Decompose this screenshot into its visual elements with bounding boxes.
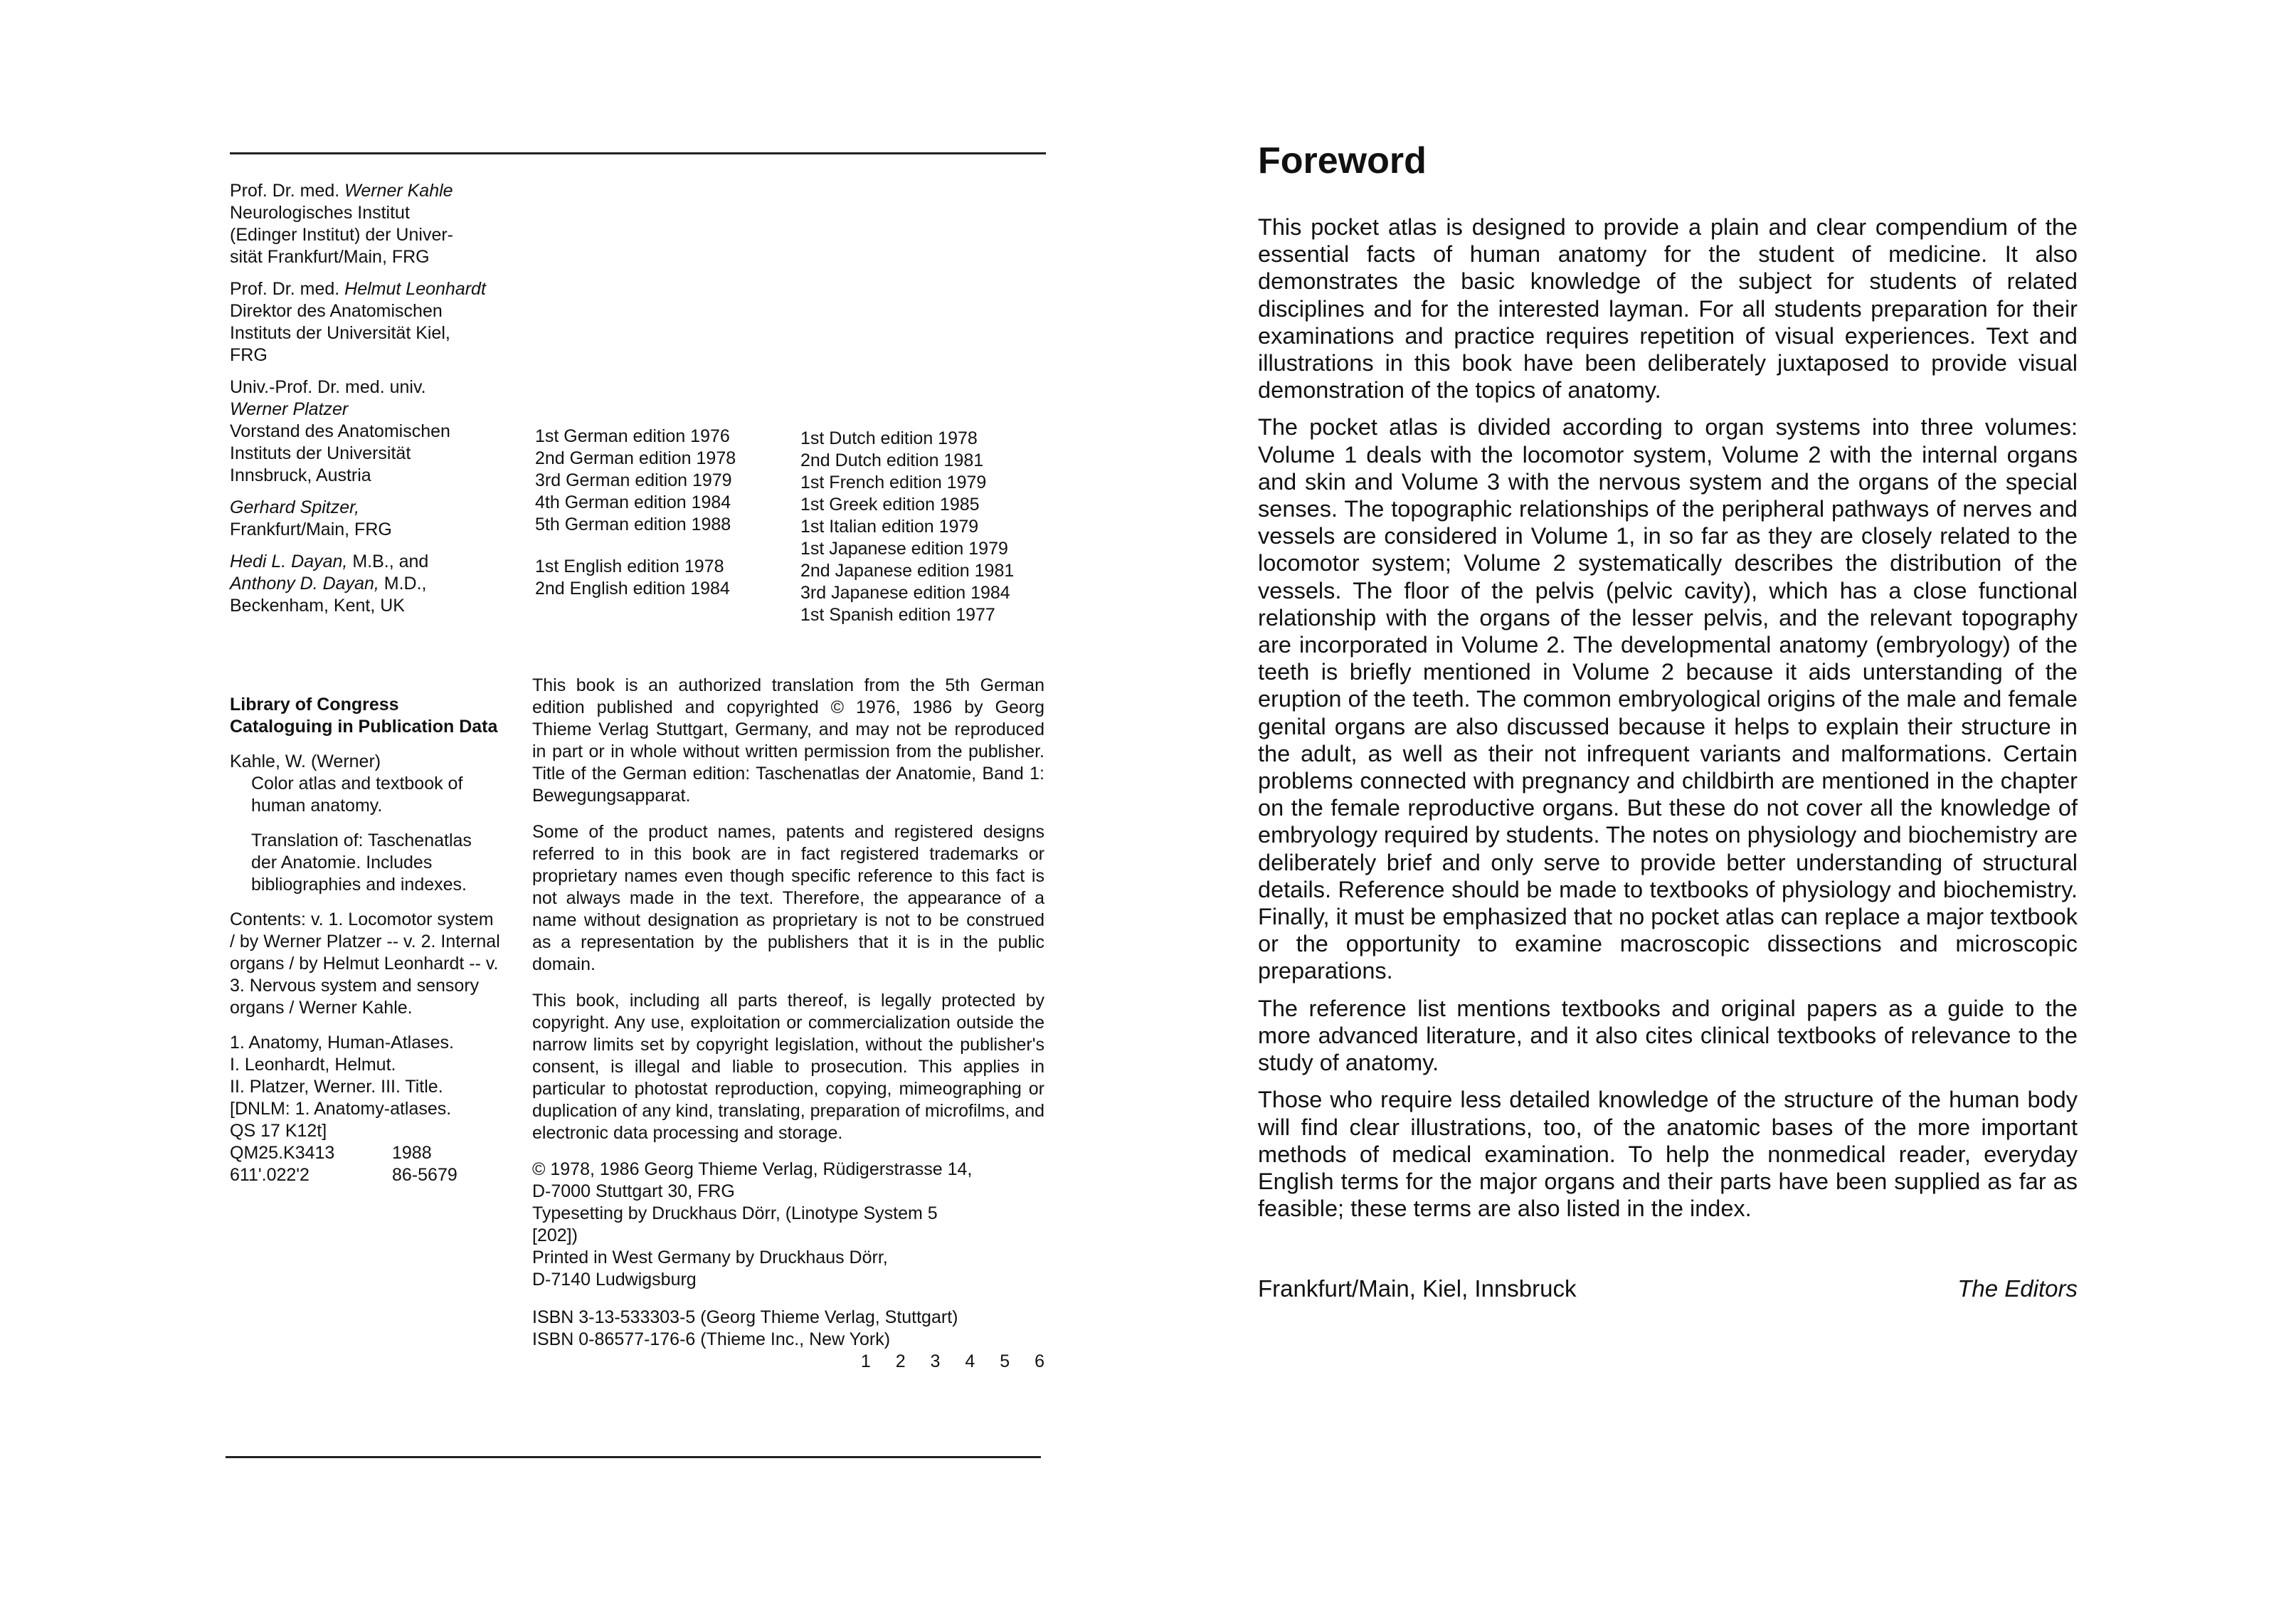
- credit-dayan: Hedi L. Dayan, M.B., and Anthony D. Dayan, M.D., Beckenham, Kent, UK: [230, 552, 429, 616]
- author-credits: [230, 180, 500, 627]
- signoff-place: Frankfurt/Main, Kiel, Innsbruck: [1258, 1275, 1577, 1302]
- page-title: Foreword: [1258, 140, 1427, 181]
- cip-heading: Library of Congress Cataloguing in Publication Data: [230, 695, 498, 737]
- cip-author: Kahle, W. (Werner): [230, 752, 381, 771]
- cip-lccn: 86-5679: [392, 1165, 457, 1185]
- edition-line: 1st Greek edition 1985: [800, 495, 980, 515]
- edition-line: 2nd Japanese edition 1981: [800, 561, 1015, 581]
- credit-spitzer: Gerhard Spitzer, Frankfurt/Main, FRG: [230, 497, 392, 539]
- cip-call-number-row: [230, 1142, 500, 1164]
- foreword-paragraph: The reference list mentions textbooks and original papers as a guide to the more advanced literature, and it also cites clinical textbooks of relevance to the study of anatomy.: [1258, 995, 2078, 1076]
- cip-contents: Contents: v. 1. Locomotor system / by Werner Platzer -- v. 2. Internal organs / by Helmut Leonhardt -- v. 3. Nervous system and sensory organs / Werner Kahle.: [230, 909, 500, 1018]
- print-numbers: 1 2 3 4 5 6: [860, 1351, 1054, 1371]
- legal-notices: [532, 675, 1054, 1373]
- editions-list-primary: [535, 426, 736, 600]
- edition-line: 1st French edition 1979: [800, 473, 987, 492]
- foreword-paragraph: This pocket atlas is designed to provide a plain and clear compendium of the essential facts of human anatomy for the student of medicine. It also demonstrates the basic knowledge of the subject for students of related disciplines and for the interested layman. For all students preparation for their examinations and practice requires repetition of visual experiences. Text and illustrations in this book have been deliberately juxtaposed to provide visual demonstration of the topics of anatomy.: [1258, 214, 2078, 404]
- foreword-signoff: [1258, 1275, 2078, 1302]
- edition-line: 4th German edition 1984: [535, 492, 731, 512]
- signoff-editors: The Editors: [1957, 1275, 2078, 1302]
- edition-spacer: [535, 536, 736, 556]
- cip-title: Color atlas and textbook of human anatomy.: [251, 774, 463, 816]
- cip-dewey: 611'.022'2: [230, 1165, 310, 1185]
- edition-line: 1st Italian edition 1979: [800, 517, 979, 537]
- edition-line: 1st Dutch edition 1978: [800, 428, 978, 448]
- edition-line: 3rd Japanese edition 1984: [800, 583, 1010, 603]
- edition-line: 2nd German edition 1978: [535, 448, 736, 468]
- credit-kahle: Prof. Dr. med. Werner Kahle Neurologisches Institut (Edinger Institut) der Univer- sität Frankfurt/Main, FRG: [230, 181, 454, 267]
- edition-line: 3rd German edition 1979: [535, 470, 732, 490]
- edition-line: 1st German edition 1976: [535, 426, 730, 446]
- trademark-notice: Some of the product names, patents and registered designs referred to in this book are in fact registered trademarks or proprietary names even though specific reference to this fact is not always made in the text. Therefore, the appearance of a name without designation as proprietary is not to be construed as a representation by the publishers that it is in the public domain.: [532, 822, 1044, 974]
- cip-dewey-row: [230, 1164, 500, 1186]
- isbn-block: ISBN 3-13-533303-5 (Georg Thieme Verlag, Stuttgart) ISBN 0-86577-176-6 (Thieme Inc., New York): [532, 1307, 958, 1349]
- copyright-line: © 1978, 1986 Georg Thieme Verlag, Rüdigerstrasse 14, D-7000 Stuttgart 30, FRG Typesetting by Druckhaus Dörr, (Linotype System 5 [202]) Printed in West Germany by Druckhaus Dörr, D-7140 Ludwigsburg: [532, 1159, 973, 1290]
- edition-line: 2nd English edition 1984: [535, 579, 730, 599]
- edition-line: 2nd Dutch edition 1981: [800, 450, 984, 470]
- edition-line: 5th German edition 1988: [535, 515, 731, 534]
- foreword-body: [1258, 213, 2078, 1232]
- foreword-paragraph: Those who require less detailed knowledge of the structure of the human body will find clear illustrations, too, of the anatomic bases of the more important methods of medical examination. To help the nonmedical reader, everyday English terms for the major organs and their parts have been supplied as far as feasible; these terms are also listed in the index.: [1258, 1087, 2078, 1222]
- editions-list-secondary: [800, 428, 1014, 626]
- cip-entry: [230, 751, 500, 817]
- cip-call-number: QM25.K3413: [230, 1143, 335, 1163]
- cip-translation-note: Translation of: Taschenatlas der Anatomie. Includes bibliographies and indexes.: [251, 831, 472, 895]
- bottom-rule: [226, 1456, 1041, 1458]
- copyright-protection-notice: This book, including all parts thereof, is legally protected by copyright. Any use, exploitation or commercialization outside the narrow limits set by copyright legislation, without the publisher's consent, is illegal and liable to prosecution. This applies in particular to photostat reproduction, copying, mimeographing or duplication of any kind, translating, preparation of microfilms, and electronic data processing and storage.: [532, 991, 1044, 1143]
- edition-line: 1st Spanish edition 1977: [800, 605, 995, 625]
- credit-leonhardt: Prof. Dr. med. Helmut Leonhardt Direktor des Anatomischen Instituts der Universität Kiel, FRG: [230, 279, 486, 365]
- edition-line: 1st English edition 1978: [535, 557, 724, 576]
- cip-year: 1988: [392, 1143, 432, 1163]
- edition-line: 1st Japanese edition 1979: [800, 539, 1008, 559]
- top-rule: [230, 152, 1046, 154]
- foreword-paragraph: The pocket atlas is divided according to organ systems into three volumes: Volume 1 deals with the locomotor system, Volume 2 with the internal organs and skin and Volume 3 with the nervous system and the organs of the special senses. The topographic relationships of the peripheral pathways of nerves and vessels are considered in Volume 1, in so far as they are closely related to the locomotor system; Volume 2 systematically describes the distribution of the vessels. The floor of the pelvis (pelvic cavity), which has a close functional relationship with the organs of the lesser pelvis, and the relevant topography are incorporated in Volume 2. The developmental anatomy (embryology) of the teeth is briefly mentioned in Volume 2 because it aids unterstanding of the eruption of the teeth. The common embryological origins of the male and female genital organs are also discussed because it helps to explain their structure in the adult, as well as their not infrequent variants and malformations. Certain problems connected with pregnancy and childbirth are mentioned in the chapter on the female reproductive organs. But these do not cover all the knowledge of embryology required by students. The notes on physiology and biochemistry are deliberately brief and only serve to provide better understanding of structural details. Reference should be made to textbooks of physiology and biochemistry. Finally, it must be emphasized that no pocket atlas can replace a major textbook or the opportunity to examine macroscopic dissections and microscopic preparations.: [1258, 414, 2078, 984]
- translation-notice: This book is an authorized translation from the 5th German edition published and copyrighted © 1976, 1986 by Georg Thieme Verlag Stuttgart, Germany, and may not be reproduced in part or in whole without written permission from the publisher. Title of the German edition: Taschenatlas der Anatomie, Band 1: Bewegungsapparat.: [532, 675, 1044, 806]
- cip-subjects: 1. Anatomy, Human-Atlases. I. Leonhardt, Helmut. II. Platzer, Werner. III. Title. [DNLM: 1. Anatomy-atlases. QS 17 K12t]: [230, 1033, 454, 1141]
- credit-platzer: Univ.-Prof. Dr. med. univ. Werner Platzer Vorstand des Anatomischen Instituts der Universität Innsbruck, Austria: [230, 377, 450, 485]
- cip-data-block: [230, 694, 500, 1186]
